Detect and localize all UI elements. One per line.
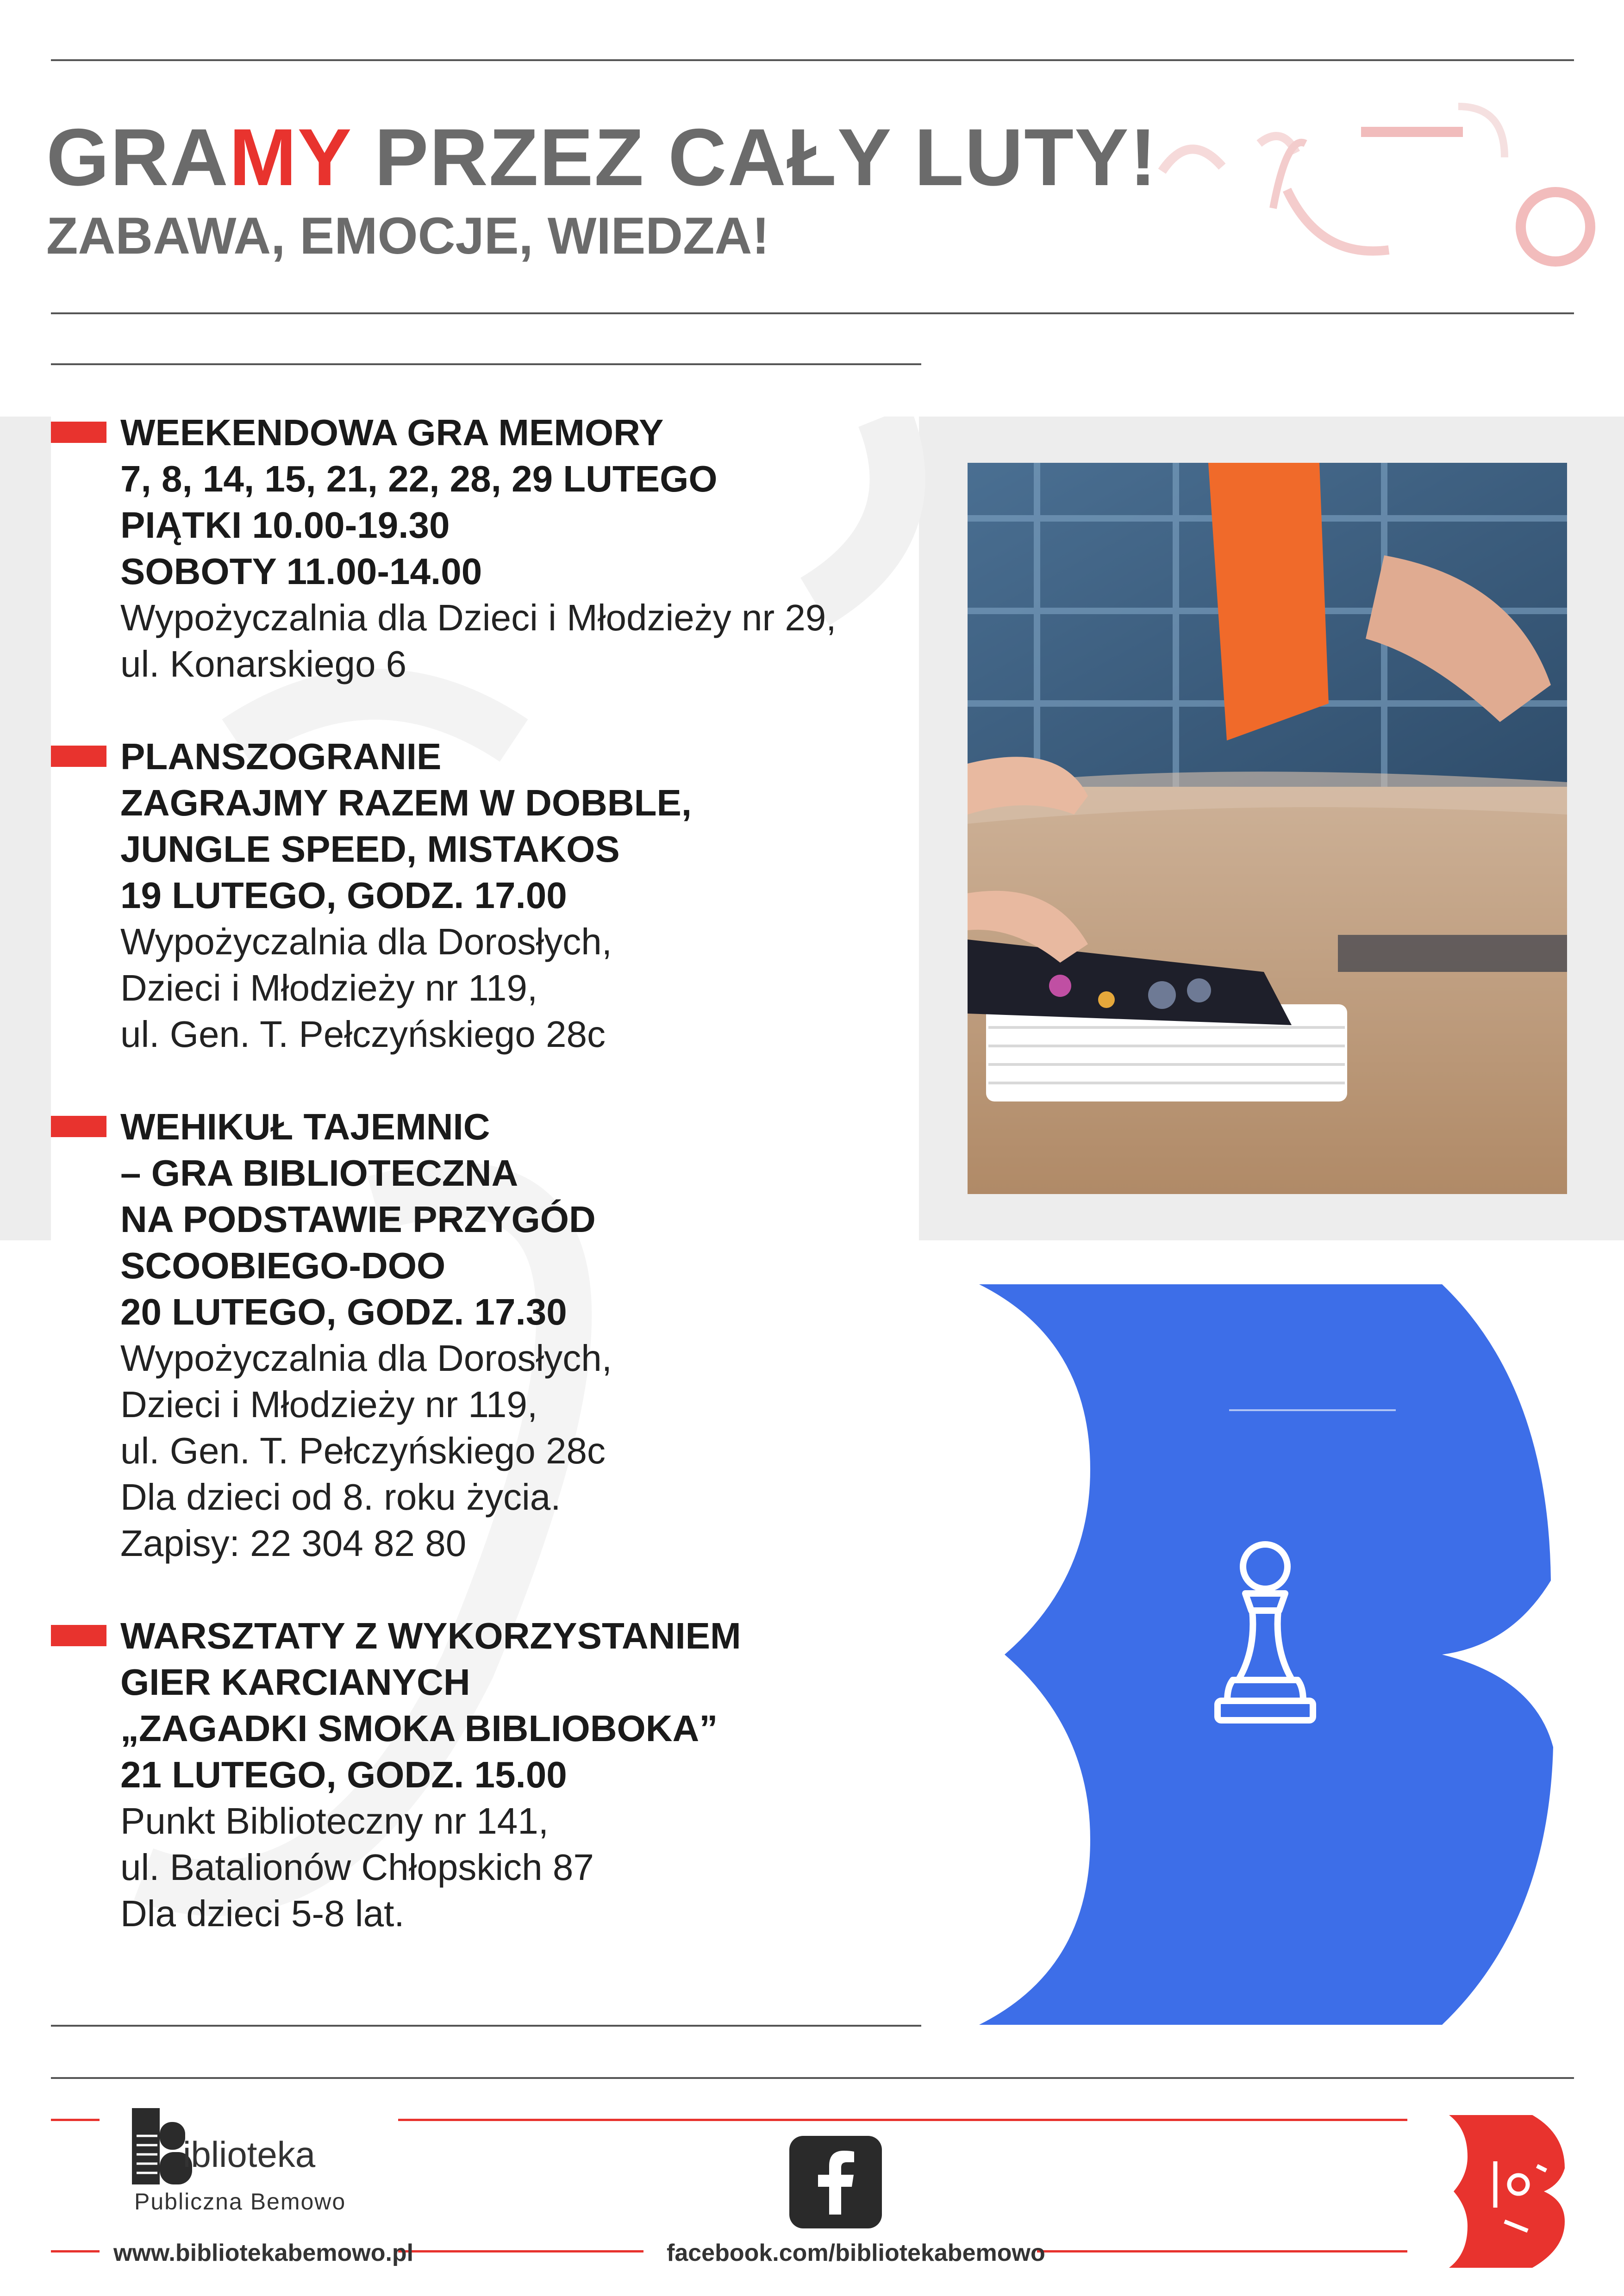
event-detail: Punkt Biblioteczny nr 141, [120,1800,549,1842]
event-detail: Dla dzieci 5-8 lat. [120,1893,405,1934]
library-subtitle: Publiczna Bemowo [134,2189,346,2215]
facebook-icon[interactable] [789,2136,882,2228]
event-detail: Wypożyczalnia dla Dzieci i Młodzieży nr 29, [120,597,837,638]
event-heading: PIĄTKI 10.00-19.30 [120,504,450,546]
event-heading: 19 LUTEGO, GODZ. 17.00 [120,875,567,916]
event-detail: Wypożyczalnia dla Dorosłych, [120,921,612,962]
footer-red-line [398,2250,643,2252]
event-heading: GIER KARCIANYCH [120,1661,470,1703]
event-1 [51,410,931,687]
event-heading: SOBOTY 11.00-14.00 [120,551,482,592]
event-2 [51,734,931,1058]
event-heading: WARSZTATY Z WYKORZYSTANIEM [120,1615,741,1656]
title-pre: GRA [46,112,229,203]
event-heading: PLANSZOGRANIE [120,736,442,777]
bemowo-b-logo-icon [1449,2115,1569,2268]
blue-b-graphic [979,1284,1562,2025]
event-marker [51,422,106,443]
event-3 [51,1104,931,1567]
event-detail: Dzieci i Młodzieży nr 119, [120,1384,538,1425]
section-top-rule [51,363,921,365]
event-heading: WEEKENDOWA GRA MEMORY [120,412,664,453]
footer-red-line [51,2119,100,2121]
event-heading: „ZAGADKI SMOKA BIBLIOBOKA” [120,1708,718,1749]
facebook-link[interactable]: facebook.com/bibliotekabemowo [667,2240,1045,2266]
event-marker [51,1625,106,1646]
section-bottom-rule [51,2025,921,2027]
card-game-photo [968,463,1567,1194]
library-name: iblioteka [183,2134,316,2175]
event-detail: Wypożyczalnia dla Dorosłych, [120,1338,612,1379]
event-heading: SCOOBIEGO-DOO [120,1245,446,1286]
left-gray-strip [0,417,51,1240]
website-link[interactable]: www.bibliotekabemowo.pl [113,2240,414,2266]
header-bottom-rule [51,312,1574,314]
event-4 [51,1613,931,1937]
event-detail: Dla dzieci od 8. roku życia. [120,1476,561,1518]
title-post: PRZEZ CAŁY LUTY! [351,112,1158,203]
event-detail: ul. Batalionów Chłopskich 87 [120,1847,594,1888]
event-heading: 20 LUTEGO, GODZ. 17.30 [120,1291,567,1332]
event-heading: 7, 8, 14, 15, 21, 22, 28, 29 LUTEGO [120,458,718,499]
event-heading: – GRA BIBLIOTECZNA [120,1152,518,1194]
event-detail: ul. Gen. T. Pełczyńskiego 28c [120,1430,606,1471]
event-detail: ul. Konarskiego 6 [120,643,407,684]
top-rule [51,59,1574,61]
footer-red-line [398,2119,1407,2121]
event-heading: 21 LUTEGO, GODZ. 15.00 [120,1754,567,1795]
event-heading: NA PODSTAWIE PRZYGÓD [120,1199,596,1240]
decorative-shapes [1134,88,1597,282]
footer-top-rule [51,2077,1574,2079]
footer-red-line [1037,2250,1407,2252]
event-heading: JUNGLE SPEED, MISTAKOS [120,828,620,870]
event-marker [51,1116,106,1137]
event-detail: Zapisy: 22 304 82 80 [120,1523,467,1564]
page-subtitle: ZABAWA, EMOCJE, WIEDZA! [46,207,769,265]
event-marker [51,746,106,767]
event-heading: WEHIKUŁ TAJEMNIC [120,1106,490,1147]
title-accent: MY [229,112,351,203]
event-detail: Dzieci i Młodzieży nr 119, [120,967,538,1008]
page-title [46,111,1157,204]
footer-red-line [51,2250,100,2252]
event-detail: ul. Gen. T. Pełczyńskiego 28c [120,1014,606,1055]
event-heading: ZAGRAJMY RAZEM W DOBBLE, [120,782,692,823]
